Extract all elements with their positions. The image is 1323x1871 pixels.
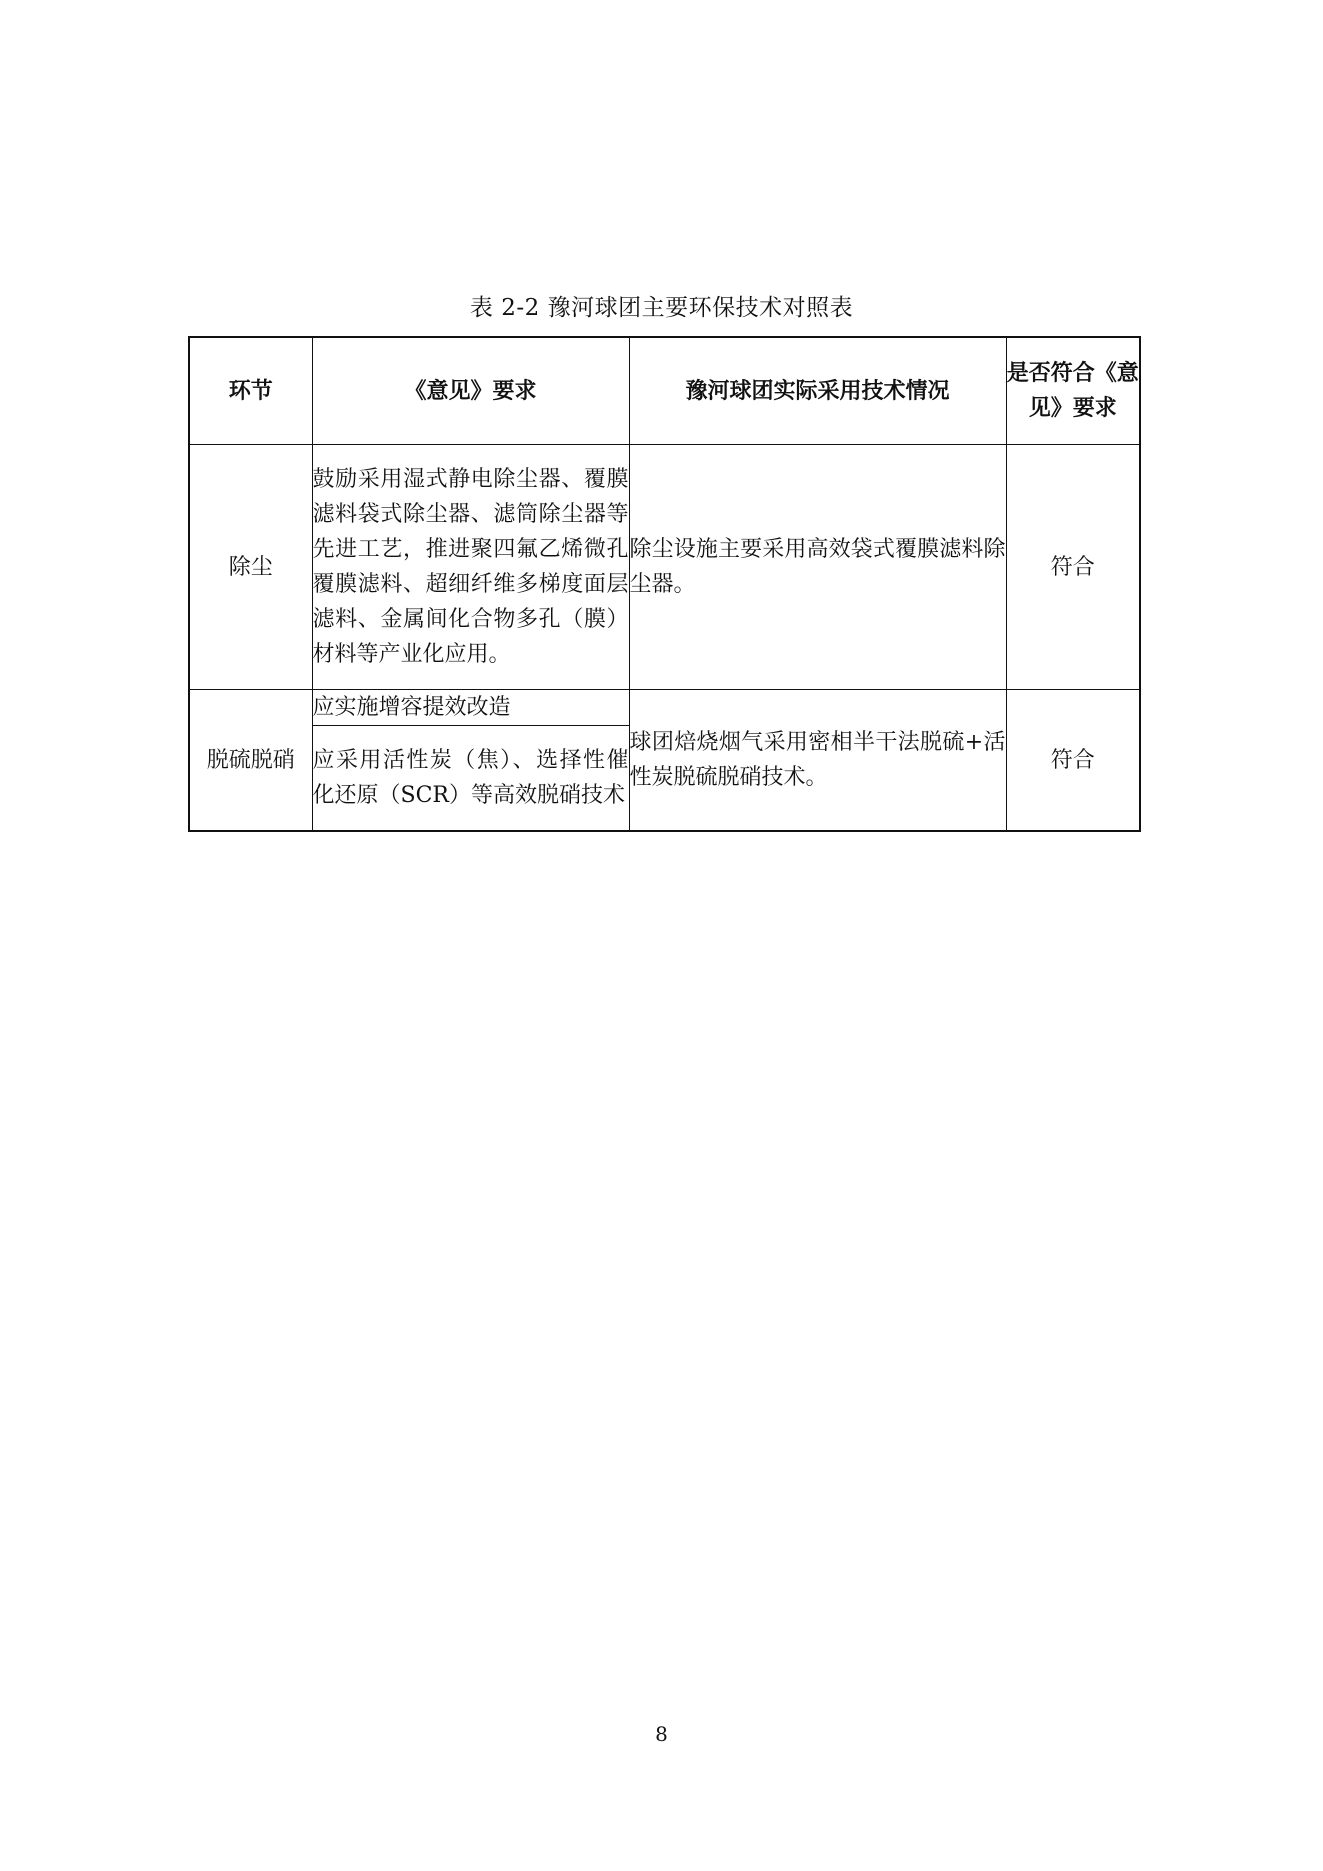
cell-requirement: 应实施增容提效改造 [312,690,629,726]
table-header-row [189,337,1140,445]
cell-compliance: 符合 [1006,690,1140,832]
page-number: 8 [655,1722,668,1746]
table-row-desulfurization [189,690,1140,726]
cell-requirement: 鼓励采用湿式静电除尘器、覆膜滤料袋式除尘器、滤筒除尘器等先进工艺，推进聚四氟乙烯微孔覆膜滤料、超细纤维多梯度面层滤料、金属间化合物多孔（膜）材料等产业化应用。 [312,445,629,690]
cell-stage: 脱硫脱硝 [189,690,312,832]
header-stage: 环节 [189,337,312,445]
cell-stage: 除尘 [189,445,312,690]
table-title: 表 2-2 豫河球团主要环保技术对照表 [469,295,854,321]
cell-actual: 球团焙烧烟气采用密相半干法脱硫+活性炭脱硫脱硝技术。 [629,690,1006,832]
header-requirement: 《意见》要求 [312,337,629,445]
cell-actual: 除尘设施主要采用高效袋式覆膜滤料除尘器。 [629,445,1006,690]
header-actual: 豫河球团实际采用技术情况 [629,337,1006,445]
table-row-dust-removal [189,445,1140,690]
cell-compliance: 符合 [1006,445,1140,690]
comparison-table [188,336,1141,832]
cell-requirement: 应采用活性炭（焦）、选择性催化还原（SCR）等高效脱硝技术 [312,726,629,832]
header-compliance: 是否符合《意见》要求 [1006,337,1140,445]
